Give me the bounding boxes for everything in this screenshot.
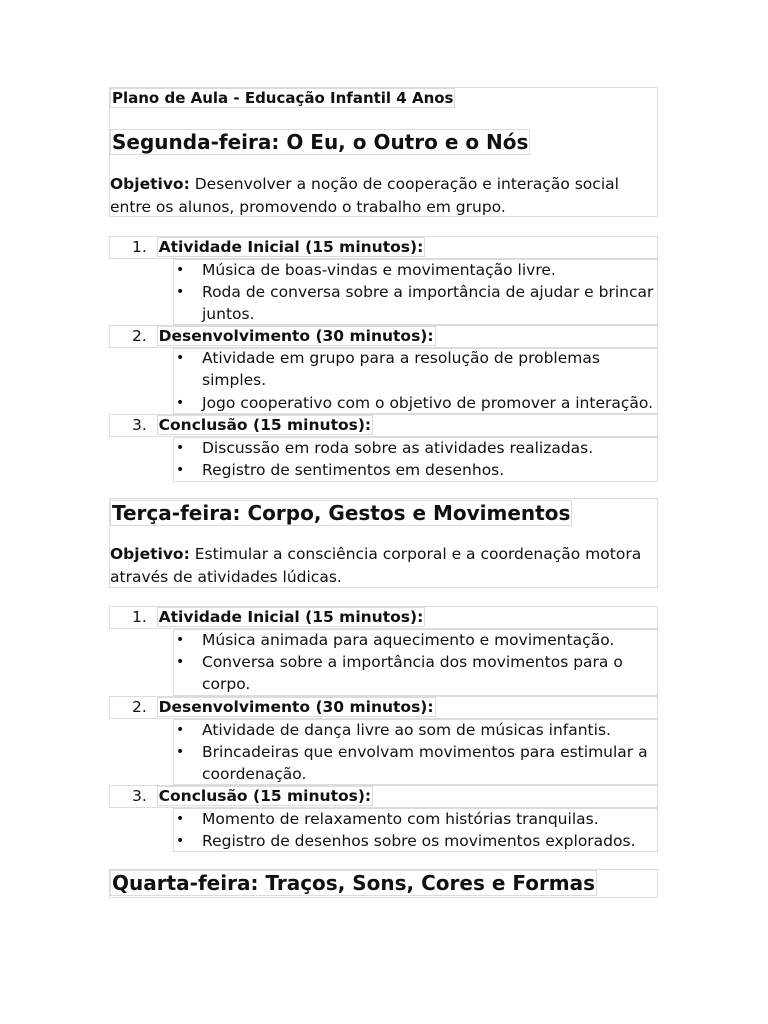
step-title: 2. Desenvolvimento (30 minutos): xyxy=(132,327,434,345)
objective-tuesday xyxy=(110,543,658,589)
step-title: 3. Conclusão (15 minutos): xyxy=(132,787,372,805)
document-title: Plano de Aula - Educação Infantil 4 Anos xyxy=(112,89,454,107)
objective-label: Objetivo: xyxy=(110,175,190,193)
day-heading-tuesday: Terça-feira: Corpo, Gestos e Movimentos xyxy=(112,501,571,525)
objective-label: Objetivo: xyxy=(110,545,190,563)
step-title: 2. Desenvolvimento (30 minutos): xyxy=(132,698,434,716)
objective-monday xyxy=(110,173,658,219)
step-title: 1. Atividade Inicial (15 minutos): xyxy=(132,238,424,256)
objective-text: Estimular a consciência corporal e a coordenação motora através de atividades lúdicas. xyxy=(110,545,642,586)
day-heading-monday: Segunda-feira: O Eu, o Outro e o Nós xyxy=(112,130,529,154)
objective-text: Desenvolver a noção de cooperação e interação social entre os alunos, promovendo o trabalho em grupo. xyxy=(110,175,619,216)
step-title: 3. Conclusão (15 minutos): xyxy=(132,416,372,434)
step-title: 1. Atividade Inicial (15 minutos): xyxy=(132,608,424,626)
day-heading-wednesday: Quarta-feira: Traços, Sons, Cores e Formas xyxy=(112,871,596,895)
